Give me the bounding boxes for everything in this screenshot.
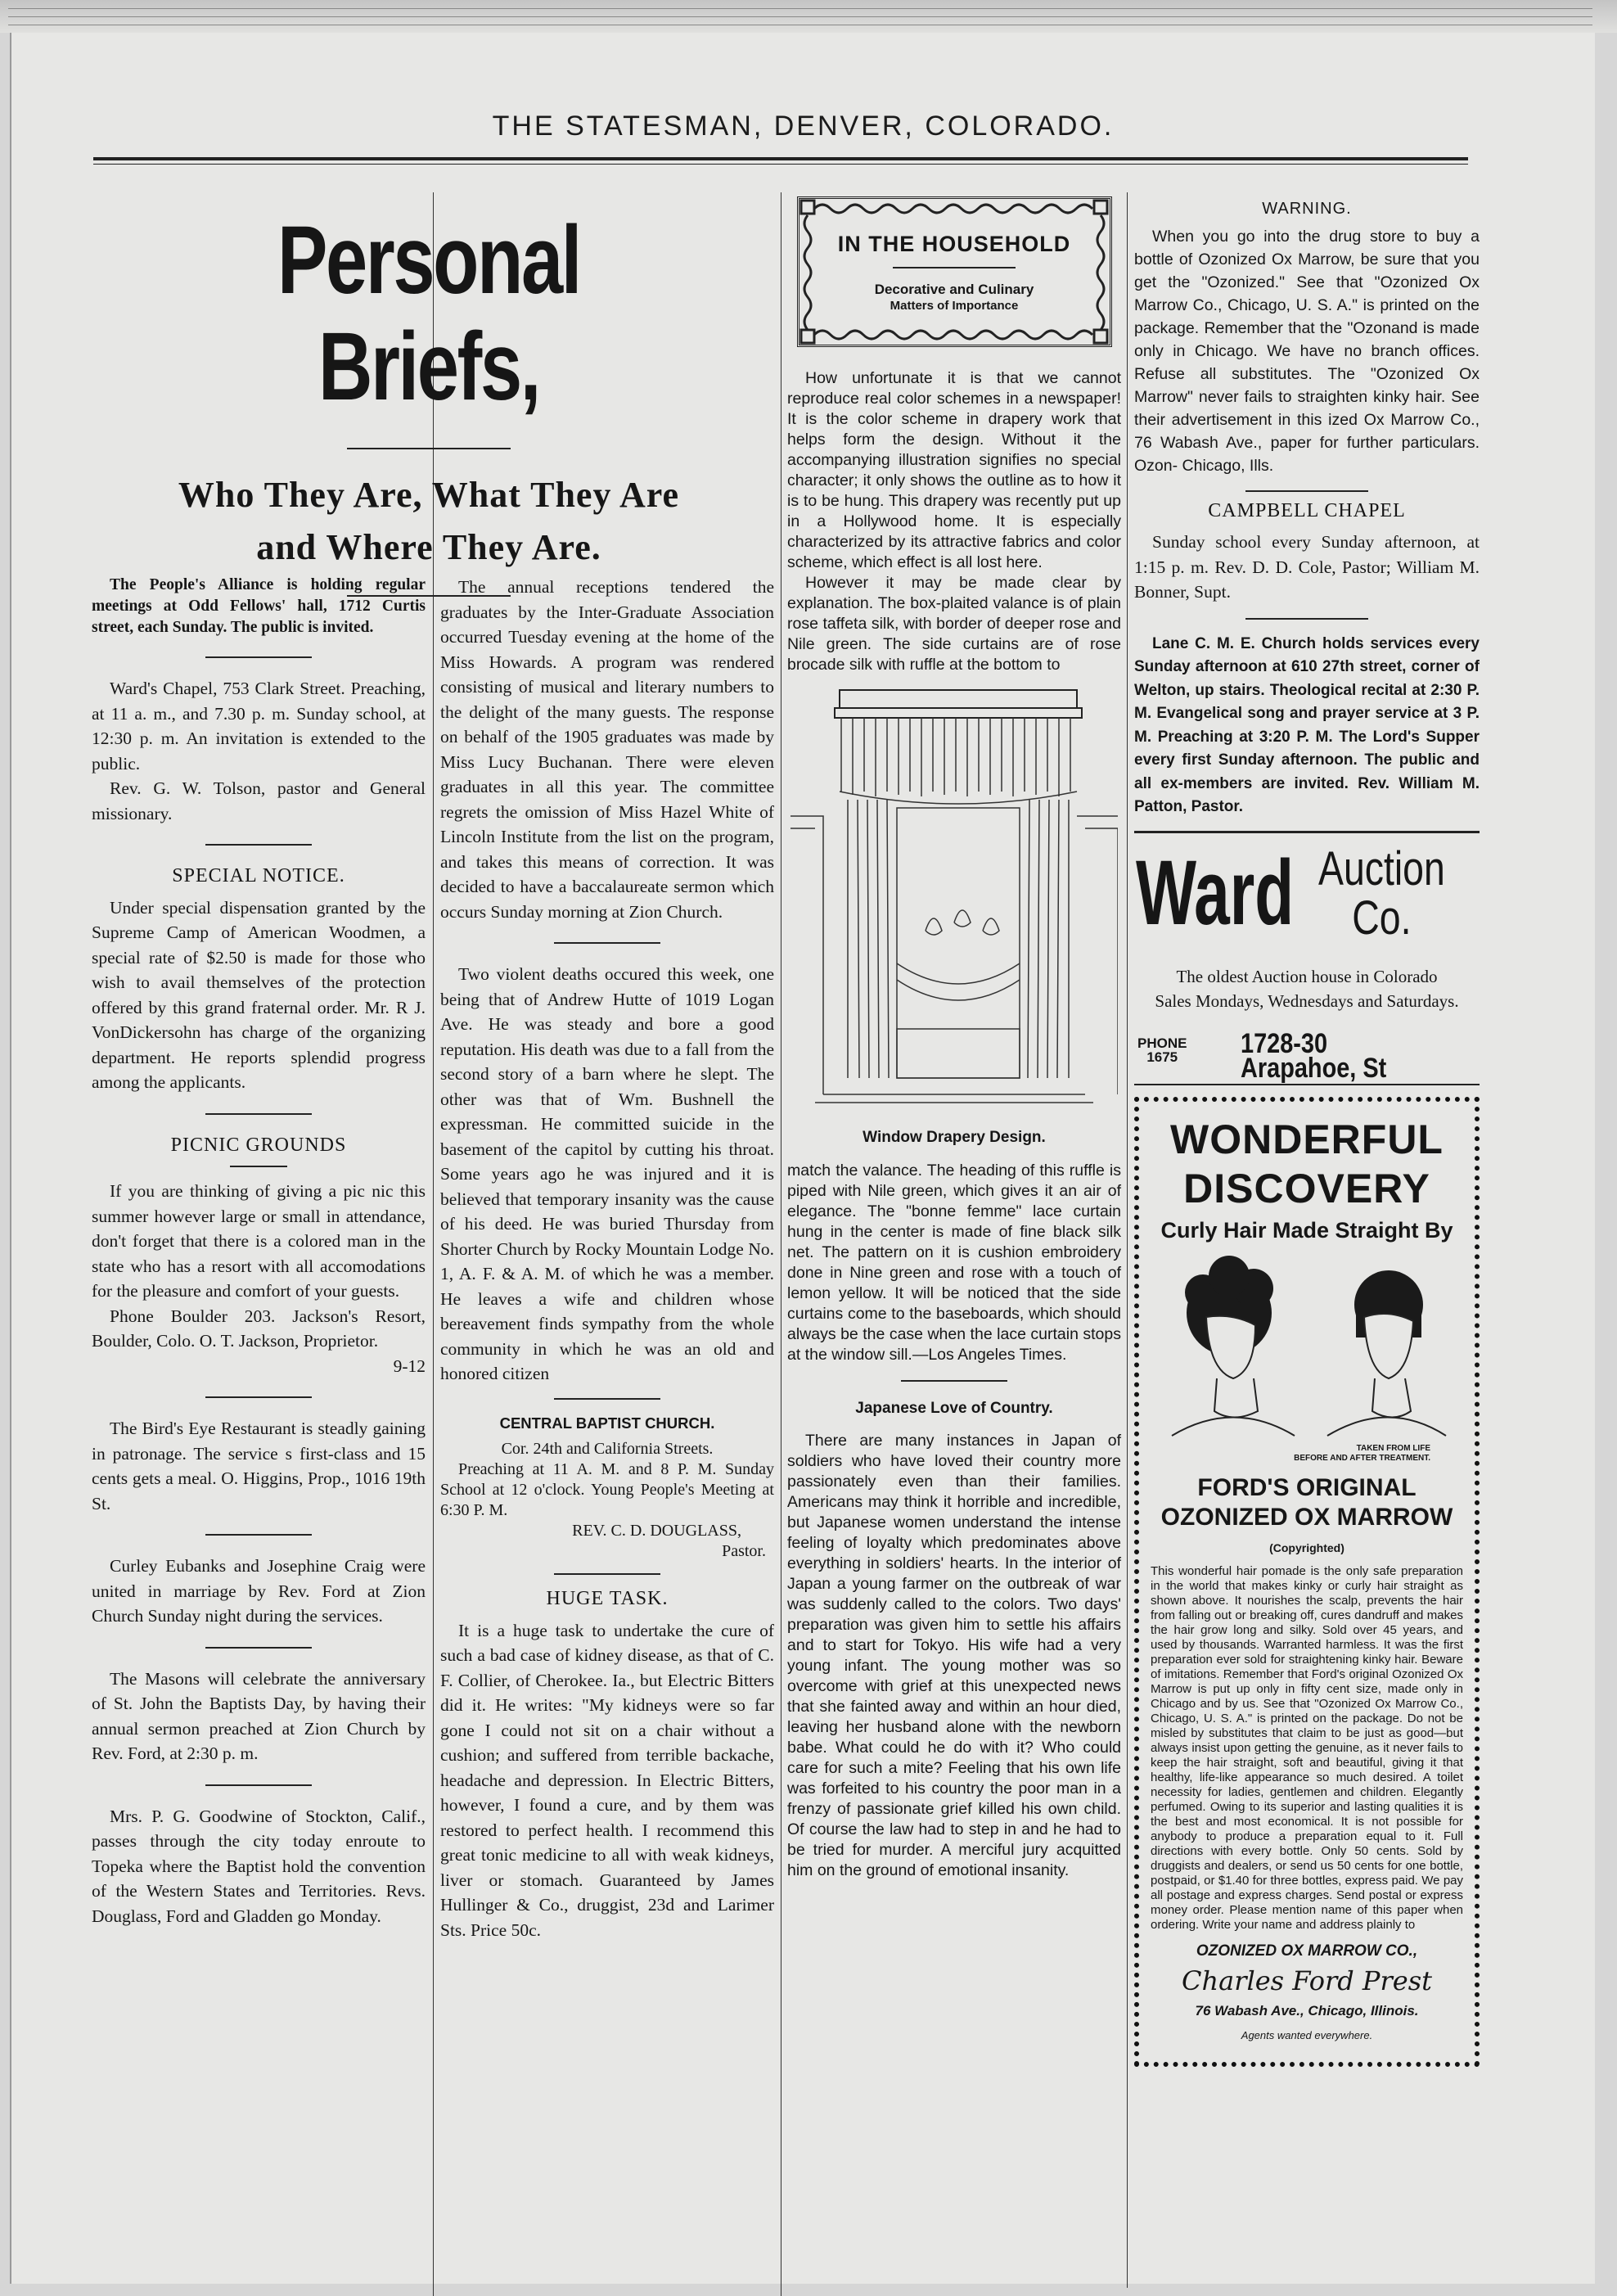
subtitle-line: Matters of Importance (890, 298, 1019, 313)
fold-line (8, 16, 1592, 17)
subtitle-line: Who They Are, What They Are (178, 475, 680, 515)
separator (1245, 618, 1368, 620)
central-baptist-heading: CENTRAL BAPTIST CHURCH. (499, 1414, 715, 1432)
personal-briefs-subtitle (85, 469, 772, 574)
baptist-address: Cor. 24th and California Streets. (501, 1440, 714, 1458)
article-date: 9-12 (393, 1355, 426, 1376)
ward-auction-word: Auction (1318, 841, 1445, 895)
article-picnic-phone: Phone Boulder 203. Jackson's Resort, Boulder, Colo. O. T. Jackson, Proprietor. (92, 1306, 426, 1351)
article-household-cont (787, 1161, 1121, 1365)
article-deaths: Two violent deaths occured this week, one being that of Andrew Hutte of 1019 Logan Ave. He was steady and bore a good reputation. His death was due to a fall from the second story of a barn where he slept. The other was that of Wm. Bushnell the expressman. He committed suicide in the basement of the capitol by cutting his throat. Some years ago he was injured and it is believed that temporary insanity was the cause of his deed. He was buried Thursday from Shorter Church by Rocky Mountain Lodge No. 1, A. F. & A. M. of which he was a member. He leaves a wife and children whose bereavement finds sympathy from the whole community in which he was an old and honored citizen (440, 964, 774, 1383)
separator (205, 1396, 312, 1398)
article-huge-task: It is a huge task to undertake the cure of such a bad case of kidney disease, as that of C. F. Collier, of Cherokee. Ia., but Electric Bitters did it. He writes: "My kidneys were so far gone I could not sit on a chair without a cushion; and suffered from terrible backache, headache and depression. In Electric Bitters, however, I found a cure, and by them was restored to perfect health. I recommend this great tonic medicine to all with weak kidneys, liver or stomach. Guaranteed by James Hullinger & Co., druggist, 23d and Larimer Sts. Price 50c. (440, 1620, 774, 1940)
column-1 (92, 575, 426, 1928)
separator (1134, 831, 1480, 833)
campbell-chapel-heading: CAMPBELL CHAPEL (1208, 499, 1406, 521)
ward-phone (1137, 1036, 1187, 1064)
ad-subhead: Curly Hair Made Straight By (1160, 1217, 1453, 1243)
separator (554, 1573, 660, 1575)
baptist-pastor: REV. C. D. DOUGLASS, (572, 1522, 741, 1540)
article-campbell-chapel: Sunday school every Sunday afternoon, at 1:15 p. m. Rev. D. D. Cole, Pastor; William M. Bonner, Supt. (1134, 532, 1480, 602)
household-title: IN THE HOUSEHOLD (837, 232, 1071, 256)
ward-name: Ward (1136, 841, 1295, 944)
ad-product-name (1151, 1473, 1463, 1532)
ad-copyright: (Copyrighted) (1269, 1541, 1344, 1554)
phone-label: PHONE (1137, 1035, 1187, 1051)
personal-briefs-title: Personal Briefs, (277, 206, 581, 421)
separator (554, 942, 660, 944)
ward-co-word: Co. (1352, 891, 1412, 945)
window-drapery-icon (790, 685, 1118, 1119)
photo-caption-line: TAKEN FROM LIFE (1356, 1444, 1430, 1453)
newspaper-page (10, 33, 1595, 2284)
ad-address: 76 Wabash Ave., Chicago, Illinois. (1195, 2002, 1419, 2019)
phone-number: 1675 (1146, 1049, 1178, 1065)
subtitle-line: Decorative and Culinary (874, 281, 1034, 297)
in-the-household-box (797, 196, 1112, 347)
separator (205, 1647, 312, 1649)
ward-desc-line: Sales Mondays, Wednesdays and Saturdays. (1155, 990, 1459, 1011)
ox-marrow-ad (1134, 1097, 1480, 2067)
article-special-notice: Under special dispensation granted by the Supreme Camp of American Woodmen, a special rate of $2.50 is made for those who wish to avail themselves of the protection offered by this grand fraternal order. Mr. R J. VonDickersohn has charge of the organizing department. He reports splendid progress among the applicants. (92, 897, 426, 1092)
portrait-before-after-icon (1155, 1247, 1458, 1444)
column-4 (1134, 196, 1480, 2067)
article-text: When you go into the drug store to buy a bottle of Ozonized Ox Marrow, be sure that you get the "Ozonized." See that "Ozonized Ox Marrow Co., Chicago, U. S. A." is printed on the package. Remember that the "Ozonand is made only in Chicago. We have no branch offices. Refuse all substitutes. The "Ozonized Ox Marrow" never fails to straighten kinky hair. See their advertisement in this ized Ox Marrow Co., 76 Wabash Ave., paper for further particulars. Ozon- Chicago, Ills. (1134, 227, 1480, 475)
product-line: FORD'S ORIGINAL (1197, 1474, 1417, 1501)
picnic-grounds-heading: PICNIC GROUNDS (170, 1134, 347, 1156)
article-curley: Curley Eubanks and Josephine Craig were united in marriage by Rev. Ford at Zion Church Sunday night during the services. (92, 1556, 426, 1626)
article-goodwine: Mrs. P. G. Goodwine of Stockton, Calif., passes through the city today enroute to Topeka where the Baptist hold the convention of the Western States and Territories. Revs. Douglass, Ford and Gladden go Monday. (92, 1806, 426, 1926)
ad-body-text: This wonderful hair pomade is the only safe preparation in the world that makes kinky or curly hair straight as shown above. It nourishes the scalp, prevents the hair from falling out or breaking off, cures dandruff and makes the hair grow long and silky. Sold over 45 years, and used by thousands. Warranted harmless. It was the first preparation ever sold for straightening kinky hair. Beware of imitations. Remember that Ford's original Ozonized Ox Marrow is put up only in fifty cent size, made only in Chicago and by us. See that "Ozonized Ox Marrow Co., Chicago, U. S. A." is printed on the package. Do not be misled by substitutes that claim to be just as good—but always insist upon getting the genuine, as it never fails to keep the hair straight, soft and beautiful, giving it that healthy, life-like appearance so much desired. A toilet necessity for ladies, gentlemen and children. Elegantly perfumed. Owing to its superior and lasting qualities it is the best and most economical. It is not possible for anybody to produce a preparation equal to it. Full directions with every bottle. Only 50 cents. Sold by druggists and dealers, or send us 50 cents for one bottle, postpaid, or $1.40 for three bottles, express paid. We pay all postage and express charges. Send postal or express money order. Please mention name of this paper when ordering. Write your name and address plainly to (1151, 1563, 1463, 1932)
separator (205, 844, 312, 846)
article-birds-eye: The Bird's Eye Restaurant is steadly gaining in patronage. The service s first-class and 15 cents gets a meal. O. Higgins, Prop., 1016 19th St. (92, 1419, 426, 1513)
separator (901, 1380, 1007, 1382)
article-text: There are many instances in Japan of soldiers who have loved their country more passionately even than their families. Americans may think it horrible and incredible, but Japanese women understand the intense feeling of loyalty which predominates above everything in soldiers' hearts. In the interior of Japan a young farmer on the outbreak of war was suddenly called to the colors. Two days' preparation was given him to settle his affairs and to start for Tokyo. His wife had a very young infant. The young mother was so overcome with grief at this unexpected news that she fainted away and within an hour died, leaving her husband alone with the newborn babe. What could he do with it? Who could care for such a mite? Feeling that his own life was forfeited to his country the poor man in a frenzy of passionate grief killed his own child. Of course the law had to step in and he had to be tried for murder. A merciful jury acquitted him on the ground of emotional insanity. (787, 1432, 1121, 1879)
article-text: The People's Alliance is holding regular meetings at Odd Fellows' hall, 1712 Curtis street, each Sunday. The public is invited. (92, 576, 426, 636)
article-wards-chapel: Ward's Chapel, 753 Clark Street. Preaching, at 11 a. m., and 7.30 p. m. Sunday school, at 12:30 p. m. An invitation is extended to the public. (92, 679, 426, 774)
article-peoples-alliance (92, 575, 426, 638)
ad-headline (1151, 1115, 1463, 1213)
column-2 (440, 575, 774, 1942)
article-masons: The Masons will celebrate the anniversary of St. John the Baptists Day, by having their annual sermon preached at Zion Church by Rev. Ford, at 2:30 p. m. (92, 1668, 426, 1763)
separator (1245, 490, 1368, 492)
japanese-love-heading: Japanese Love of Country. (855, 1399, 1053, 1417)
subtitle-line: and Where They Are. (256, 527, 601, 567)
special-notice-heading: SPECIAL NOTICE. (172, 865, 345, 886)
separator (230, 1166, 287, 1167)
separator (347, 448, 511, 449)
ad-signature: Charles Ford Prest (1182, 1965, 1432, 1996)
masthead-rule (93, 157, 1468, 165)
separator (554, 1398, 660, 1400)
fold-line (8, 8, 1592, 9)
ornamental-border-icon (799, 199, 1110, 345)
article-receptions: The annual receptions tendered the graduates by the Inter-Graduate Association occurred Tuesday evening at the home of the Miss Howards. A program was rendered consisting of musical and literary numbers to the delight of the many guests. The response on behalf of the 1905 graduates was made by Miss Lucy Buchanan. There were eleven graduates in all this year. The committee regrets the omission of Miss Hazel White of Lincoln Institute from the list on the program, and takes this means of correction. It was decided to have a baccalaureate sermon which occurs Sunday morning at Zion Church. (440, 577, 774, 922)
ad-agents: Agents wanted everywhere. (1241, 2029, 1373, 2041)
article-wards-chapel-pastor: Rev. G. W. Tolson, pastor and General missionary. (92, 778, 426, 823)
column-3 (787, 196, 1121, 1881)
drapery-illustration (790, 685, 1118, 1119)
ward-desc-line: The oldest Auction house in Colorado (1176, 966, 1438, 986)
article-lane-church (1134, 633, 1480, 819)
separator (205, 1784, 312, 1786)
ad-headline-line: DISCOVERY (1183, 1165, 1430, 1211)
article-central-baptist (440, 1439, 774, 1562)
huge-task-heading: HUGE TASK. (546, 1588, 669, 1609)
article-text: How unfortunate it is that we cannot reproduce real color schemes in a newspaper! It is the color scheme in drapery work that helps form the design. Without it the accompanying illustration signifies no special character; it only shows the outline as to how it is to be hung. This drapery was recently put up in a Hollywood home. It is especially characterized by its attractive fabrics and color scheme, which effect is all lost here. (787, 369, 1121, 571)
separator (205, 656, 312, 658)
photo-caption-line: BEFORE AND AFTER TREATMENT. (1294, 1454, 1430, 1463)
column-rule (1127, 192, 1128, 2288)
product-line: OZONIZED OX MARROW (1160, 1504, 1453, 1531)
warning-heading: WARNING. (1262, 200, 1352, 218)
illustration-caption: Window Drapery Design. (863, 1129, 1046, 1146)
ward-description (1134, 964, 1480, 1013)
baptist-times: Preaching at 11 A. M. and 8 P. M. Sunday School at 12 o'clock. Young People's Meeting at 6:30 P. M. (440, 1460, 774, 1519)
ward-auction-ad (1134, 841, 1480, 1084)
masthead: THE STATESMAN, DENVER, COLORADO. (492, 111, 1115, 142)
separator (205, 1534, 312, 1536)
photo-caption (1151, 1444, 1463, 1464)
ad-company: OZONIZED OX MARROW CO., (1196, 1942, 1418, 1960)
ad-headline-line: WONDERFUL (1170, 1116, 1444, 1162)
article-household (787, 368, 1121, 675)
ward-auction-co (1318, 841, 1445, 945)
article-warning (1134, 225, 1480, 477)
page-fold-edge (0, 0, 1617, 33)
baptist-pastor-title: Pastor. (722, 1542, 766, 1560)
personal-briefs-header (85, 192, 772, 597)
article-text: match the valance. The heading of this ruffle is piped with Nile green, which gives it an air of elegance. The "bonne femme" lace curtain hung in the center is made of fine black silk net. The pattern on it is cushion embroidery done in Nine green and rose with a touch of lemon yellow. It will be noticed that the side curtains come to the baseboards, which should always be the case when the lace curtain stops at the window sill.—Los Angeles Times. (787, 1161, 1121, 1364)
article-text: Lane C. M. E. Church holds services every Sunday afternoon at 610 27th street, corner of Welton, up stairs. Theological recital at 2:30 P. M. Evangelical song and prayer service at 3 P. M. Preaching at 3:20 P. M. The Lord's Supper every first Sunday afternoon. The public and all ex-members are invited. Rev. William M. Patton, Pastor. (1134, 634, 1480, 815)
article-text: However it may be made clear by explanation. The box-plaited valance is of plain rose taffeta silk, with border of deeper rose and Nile green. The side curtains are of rose brocade silk with ruffle at the bottom to (787, 574, 1121, 674)
ward-address: 1728-30 Arapahoe, St (1241, 1027, 1387, 1084)
separator (205, 1113, 312, 1115)
before-after-portraits (1151, 1247, 1463, 1444)
article-picnic: If you are thinking of giving a pic nic this summer however large or small in attendance, don't forget that there is a colored man in the state who has a resort with all accomodations for the pleasure and comfort of your guests. (92, 1181, 426, 1301)
article-japanese-love (787, 1431, 1121, 1881)
